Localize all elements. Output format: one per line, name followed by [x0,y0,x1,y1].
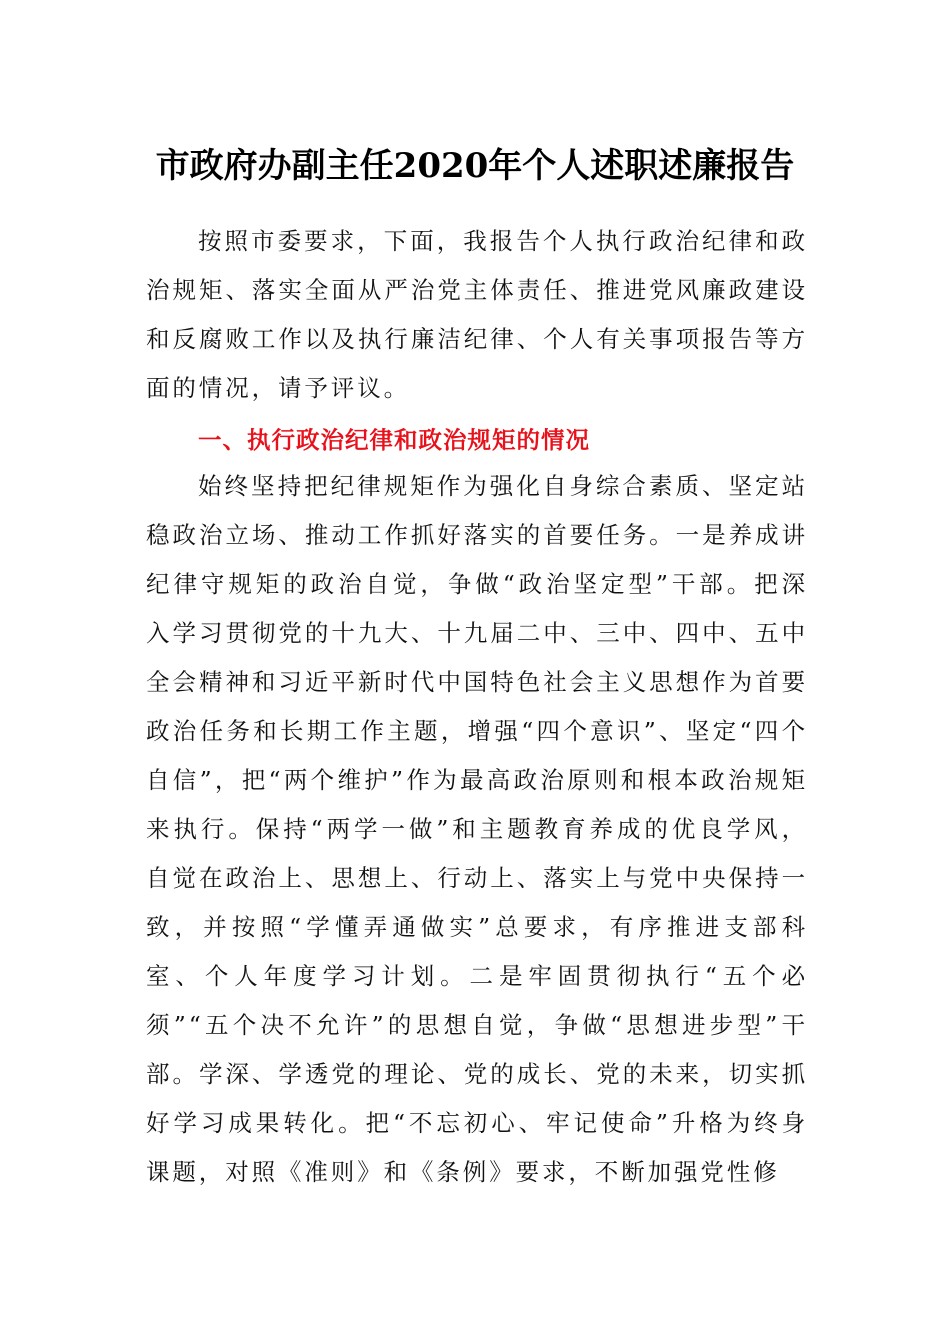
intro-paragraph: 按照市委要求，下面，我报告个人执行政治纪律和政治规矩、落实全面从严治党主体责任、推进党风廉政建设和反腐败工作以及执行廉洁纪律、个人有关事项报告等方面的情况，请予评议。 [146,227,808,402]
section-1-heading: 一、执行政治纪律和政治规矩的情况 [198,426,590,454]
document-title: 市政府办副主任2020年个人述职述廉报告 [155,146,795,186]
section-1-paragraph: 始终坚持把纪律规矩作为强化自身综合素质、坚定站稳政治立场、推动工作抓好落实的首要任务。一是养成讲纪律守规矩的政治自觉，争做“政治坚定型”干部。把深入学习贯彻党的十九大、十九届二中、三中、四中、五中全会精神和习近平新时代中国特色社会主义思想作为首要政治任务和长期工作主题，增强“四个意识”、坚定“四个自信”，把“两个维护”作为最高政治原则和根本政治规矩来执行。保持“两学一做”和主题教育养成的优良学风，自觉在政治上、思想上、行动上、落实上与党中央保持一致，并按照“学懂弄通做实”总要求，有序推进支部科室、个人年度学习计划。二是牢固贯彻执行“五个必须”“五个决不允许”的思想自觉，争做“思想进步型”干部。学深、学透党的理论、党的成长、党的未来，切实抓好学习成果转化。把“不忘初心、牢记使命”升格为终身课题，对照《准则》和《条例》要求，不断加强党性修 [146,472,808,1186]
